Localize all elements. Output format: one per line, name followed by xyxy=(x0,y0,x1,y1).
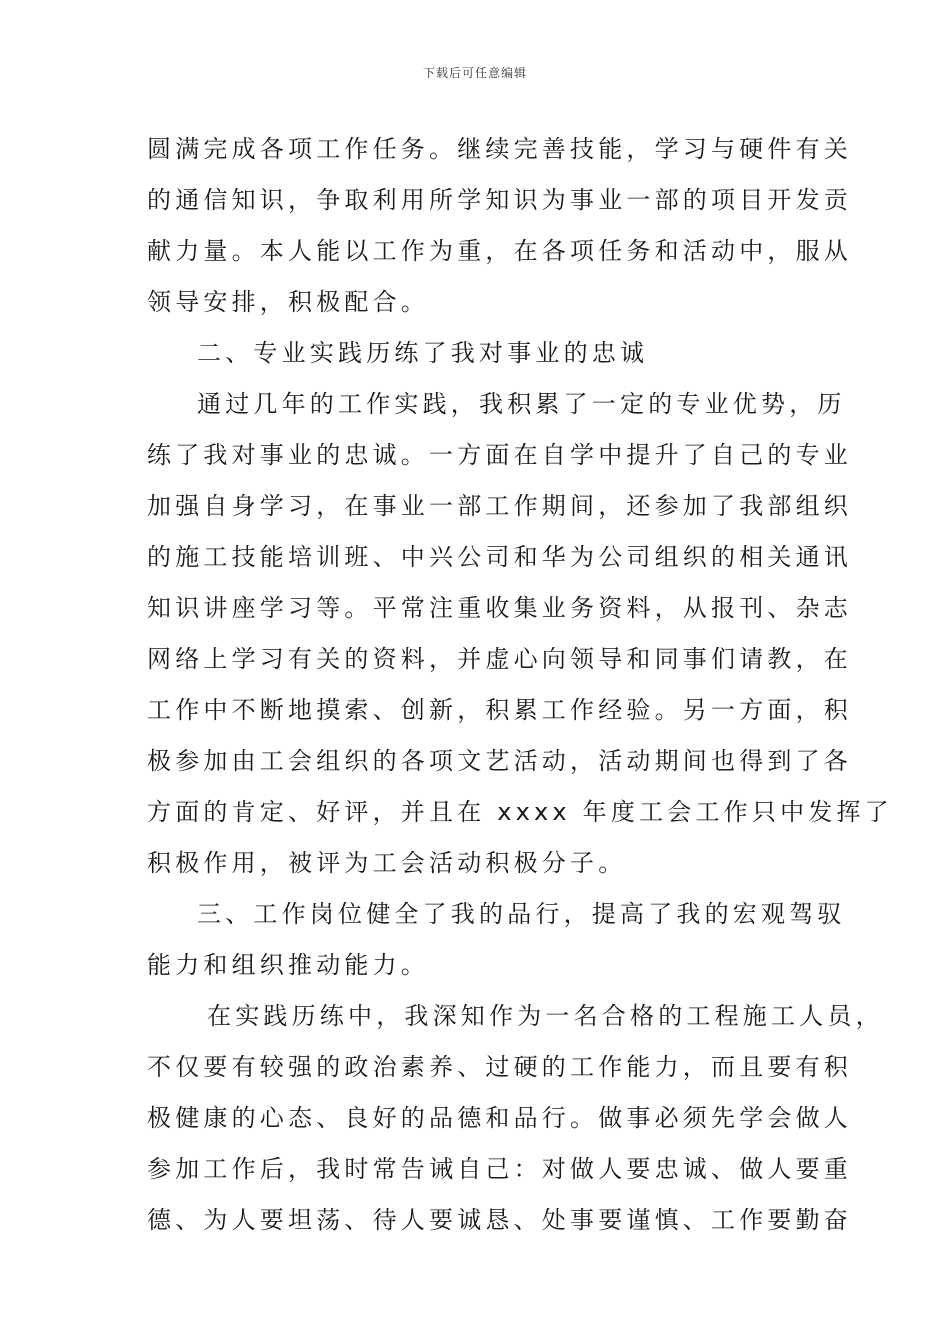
text-line: 练了我对事业的忠诚。一方面在自学中提升了自己的专业 xyxy=(147,441,852,469)
text-line: 领导安排，积极配合。 xyxy=(147,288,429,316)
text-line: 加强自身学习，在事业一部工作期间，还参加了我部组织 xyxy=(147,492,852,520)
text-line: 献力量。本人能以工作为重，在各项任务和活动中，服从 xyxy=(147,237,852,265)
page-header-note: 下载后可任意编辑 xyxy=(422,66,527,80)
text-line: 不仅要有较强的政治素养、过硬的工作能力，而且要有积 xyxy=(147,1053,852,1081)
text-line: 工作中不断地摸索、创新，积累工作经验。另一方面，积 xyxy=(147,696,852,724)
text-line: 极参加由工会组织的各项文艺活动，活动期间也得到了各 xyxy=(147,747,852,775)
section-heading-3: 三、工作岗位健全了我的品行，提高了我的宏观驾驭 xyxy=(197,900,846,928)
text-line: 通过几年的工作实践，我积累了一定的专业优势，历 xyxy=(197,390,846,418)
text-line: 参加工作后，我时常告诫自己：对做人要忠诚、做人要重 xyxy=(147,1155,852,1183)
text-line: 能力和组织推动能力。 xyxy=(147,951,429,979)
text-line: 网络上学习有关的资料，并虚心向领导和同事们请教，在 xyxy=(147,645,852,673)
text-line: 圆满完成各项工作任务。继续完善技能，学习与硬件有关 xyxy=(147,135,852,163)
text-line: 的施工技能培训班、中兴公司和华为公司组织的相关通讯 xyxy=(147,543,852,571)
document-body xyxy=(147,124,893,1246)
text-line: 知识讲座学习等。平常注重收集业务资料，从报刊、杂志 xyxy=(147,594,852,622)
text-line: 方面的肯定、好评，并且在 xxxx 年度工会工作只中发挥了 xyxy=(147,798,893,826)
text-line: 德、为人要坦荡、待人要诚恳、处事要谨慎、工作要勤奋 xyxy=(147,1206,852,1234)
text-line: 积极作用，被评为工会活动积极分子。 xyxy=(147,849,627,877)
text-line: 极健康的心态、良好的品德和品行。做事必须先学会做人 xyxy=(147,1104,852,1132)
text-line: 在实践历练中，我深知作为一名合格的工程施工人员， xyxy=(207,1002,884,1030)
section-heading-2: 二、专业实践历练了我对事业的忠诚 xyxy=(197,339,649,367)
text-line: 的通信知识，争取利用所学知识为事业一部的项目开发贡 xyxy=(147,186,852,214)
